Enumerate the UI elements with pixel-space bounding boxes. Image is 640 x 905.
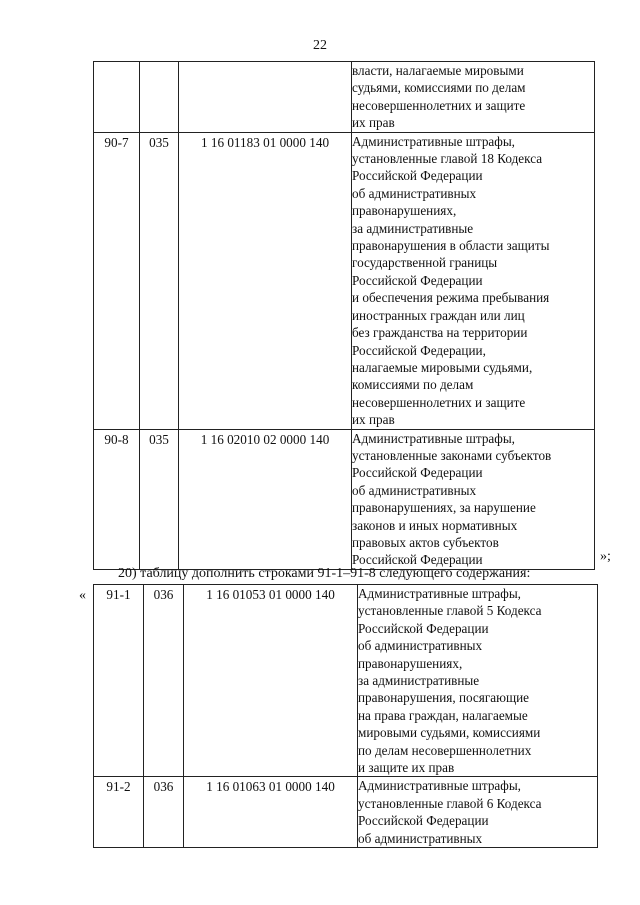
- amendment-text: 20) таблицу дополнить строками 91-1–91-8 следующего содержания:: [118, 566, 531, 581]
- administrator-code-cell: [140, 62, 179, 133]
- description-line: налагаемые мировыми судьями,: [352, 359, 533, 375]
- description-line: об административных: [352, 482, 477, 498]
- description-line: власти, налагаемые мировыми: [352, 63, 524, 78]
- description-line: Административные штрафы,: [352, 430, 515, 446]
- administrator-code-text: 036: [153, 587, 174, 602]
- description-line: Российской Федерации: [358, 813, 489, 829]
- row-number-text: 90-7: [104, 134, 129, 150]
- row-number-text: 90-8: [104, 431, 129, 447]
- description-line: их прав: [352, 115, 395, 131]
- budget-classification-code-text: 1 16 02010 02 0000 140: [200, 431, 330, 447]
- budget-classification-code-text: [179, 62, 351, 63]
- description-line: и защите их прав: [358, 760, 455, 776]
- budget-classification-code-cell: [179, 429, 352, 569]
- description-line: Российской Федерации: [352, 552, 483, 568]
- fee-table-bottom: [93, 584, 598, 848]
- description-line: государственной границы: [352, 255, 498, 271]
- description-line: Российской Федерации: [352, 272, 483, 288]
- row-number-text: 91-2: [106, 779, 131, 795]
- budget-classification-code-text: 1 16 01053 01 0000 140: [206, 587, 335, 602]
- table-row: [94, 62, 595, 133]
- description-line: установленные главой 18 Кодекса: [352, 151, 543, 167]
- budget-classification-code-cell: [179, 132, 352, 429]
- description-line: Российской Федерации,: [352, 342, 486, 358]
- description-cell: [352, 429, 595, 569]
- description-line: Российской Федерации: [358, 620, 489, 636]
- description-line: Российской Федерации: [352, 168, 483, 184]
- row-number-cell: [94, 429, 140, 569]
- page-number: 22: [313, 38, 327, 53]
- description-line: комиссиями по делам: [352, 377, 474, 393]
- description-line: судьями, комиссиями по делам: [352, 80, 526, 96]
- description-line: правовых актов субъектов: [352, 534, 499, 550]
- description-line: правонарушения в области защиты: [352, 238, 550, 254]
- description-line: их прав: [352, 412, 395, 428]
- budget-classification-code-text: 1 16 01183 01 0000 140: [200, 134, 330, 150]
- description-line: за административные: [358, 673, 480, 689]
- administrator-code-cell: [140, 132, 179, 429]
- description-line: установленные законами субъектов: [352, 447, 552, 463]
- description-line: об административных: [358, 638, 483, 654]
- closing-quote-mark: »;: [600, 549, 611, 564]
- description-line: иностранных граждан или лиц: [352, 307, 525, 323]
- description-line: законов и иных нормативных: [352, 517, 518, 533]
- row-number-text: [94, 62, 139, 63]
- description-cell: [352, 132, 595, 429]
- description-line: Административные штрафы,: [352, 133, 515, 149]
- administrator-code-text: 036: [153, 779, 174, 795]
- administrator-code-text: 035: [149, 134, 169, 150]
- description-line: по делам несовершеннолетних: [358, 742, 532, 758]
- row-number-cell: [94, 585, 144, 777]
- description-line: установленные главой 6 Кодекса: [358, 795, 542, 811]
- budget-classification-code-cell: [184, 777, 358, 848]
- description-line: на права граждан, налагаемые: [358, 707, 528, 723]
- description-line: Административные штрафы,: [358, 778, 521, 794]
- table-row: [94, 132, 595, 429]
- budget-classification-code-cell: [184, 585, 358, 777]
- row-number-cell: [94, 777, 144, 848]
- description-line: Российской Федерации: [352, 465, 483, 481]
- administrator-code-cell: [144, 777, 184, 848]
- opening-quote-mark: «: [79, 588, 86, 603]
- description-line: и обеспечения режима пребывания: [352, 290, 550, 306]
- table-row: [94, 429, 595, 569]
- description-line: установленные главой 5 Кодекса: [358, 603, 542, 619]
- description-line: мировыми судьями, комиссиями: [358, 725, 541, 741]
- description-line: правонарушения, посягающие: [358, 690, 530, 706]
- description-line: об административных: [352, 185, 477, 201]
- description-line: правонарушениях,: [358, 655, 463, 671]
- description-cell: [358, 777, 598, 848]
- fee-table-top: [93, 61, 595, 570]
- description-line: несовершеннолетних и защите: [352, 394, 526, 410]
- table-row: [94, 585, 598, 777]
- administrator-code-text: [140, 62, 178, 63]
- description-line: несовершеннолетних и защите: [352, 97, 526, 113]
- description-line: без гражданства на территории: [352, 325, 528, 341]
- description-line: Административные штрафы,: [358, 586, 521, 601]
- administrator-code-cell: [144, 585, 184, 777]
- description-line: за административные: [352, 220, 474, 236]
- description-line: правонарушениях, за нарушение: [352, 500, 536, 516]
- budget-classification-code-cell: [179, 62, 352, 133]
- budget-classification-code-text: 1 16 01063 01 0000 140: [206, 779, 335, 795]
- row-number-cell: [94, 132, 140, 429]
- description-cell: [358, 585, 598, 777]
- description-cell: [352, 62, 595, 133]
- administrator-code-text: 035: [149, 431, 169, 447]
- description-line: правонарушениях,: [352, 203, 457, 219]
- description-line: об административных: [358, 830, 483, 846]
- administrator-code-cell: [140, 429, 179, 569]
- row-number-cell: [94, 62, 140, 133]
- table-row: [94, 777, 598, 848]
- row-number-text: 91-1: [106, 587, 131, 602]
